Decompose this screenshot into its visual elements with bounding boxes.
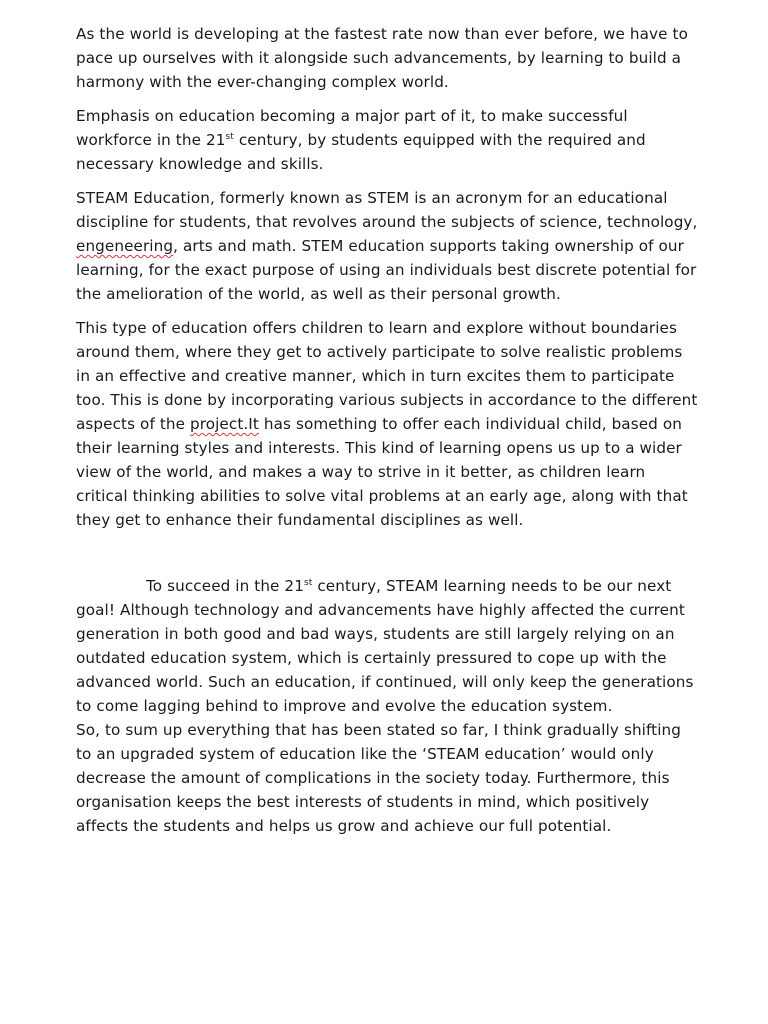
spellcheck-flagged-word[interactable]: project.It (189, 415, 259, 433)
paragraph-benefits (76, 316, 698, 532)
paragraph-benefits-text-1: This type of education offers children to learn and explore without boundaries around them, where they get to actively participate to solve realistic problems in an effective and creative manner, which in turn excites them to participate too. This is done by incorporating various subjects in accordance to the different aspects of the (76, 319, 698, 433)
paragraph-benefits-text-2: has something to offer each individual child, based on their learning styles and interests. This kind of learning opens us up to a wider view of the world, and makes a way to strive in it better, as children learn critical thinking abilities to solve vital problems at an early age, along with that they get to enhance their fundamental disciplines as well. (76, 415, 688, 529)
ordinal-suffix: st (303, 577, 313, 588)
spellcheck-flagged-word[interactable]: engeneering (76, 237, 174, 255)
paragraph-conclusion-text-1: To succeed in the 21 (146, 577, 304, 595)
paragraph-intro: As the world is developing at the fastest rate now than ever before, we have to pace up ourselves with it alongside such advancements, by learning to build a harmony with the ever-changing complex world. (76, 25, 688, 91)
paragraph-emphasis (76, 104, 698, 176)
paragraph-steam-text-2: , arts and math. STEM education supports taking ownership of our learning, for the exact purpose of using an individuals best discrete potential for the amelioration of the world, as well as their personal growth. (76, 237, 697, 303)
paragraph-steam-definition (76, 186, 698, 306)
paragraph-steam-text-1: STEAM Education, formerly known as STEM is an acronym for an educational discipline for students, that revolves around the subjects of science, technology, (76, 189, 698, 231)
paragraph-summary: So, to sum up everything that has been stated so far, I think gradually shifting to an upgraded system of education like the ‘STEAM education’ would only decrease the amount of complications in the society today. Furthermore, this organisation keeps the best interests of students in mind, which positively affects the students and helps us grow and achieve our full potential. (76, 721, 682, 835)
paragraph-conclusion-text-2: century, STEAM learning needs to be our next goal! Although technology and advancements have highly affected the current generation in both good and bad ways, students are still largely relying on an outdated education system, which is certainly pressured to cope up with the advanced world. Such an education, if continued, will only keep the generations to come lagging behind to improve and evolve the education system. (76, 577, 694, 715)
paragraph-conclusion (76, 574, 698, 718)
paragraph-emphasis-text-1: Emphasis on education becoming a major part of it, to make successful workforce in the 21 (76, 107, 628, 149)
ordinal-suffix: st (225, 131, 234, 142)
paragraph-emphasis-text-2: century, by students equipped with the required and necessary knowledge and skills. (76, 131, 646, 173)
